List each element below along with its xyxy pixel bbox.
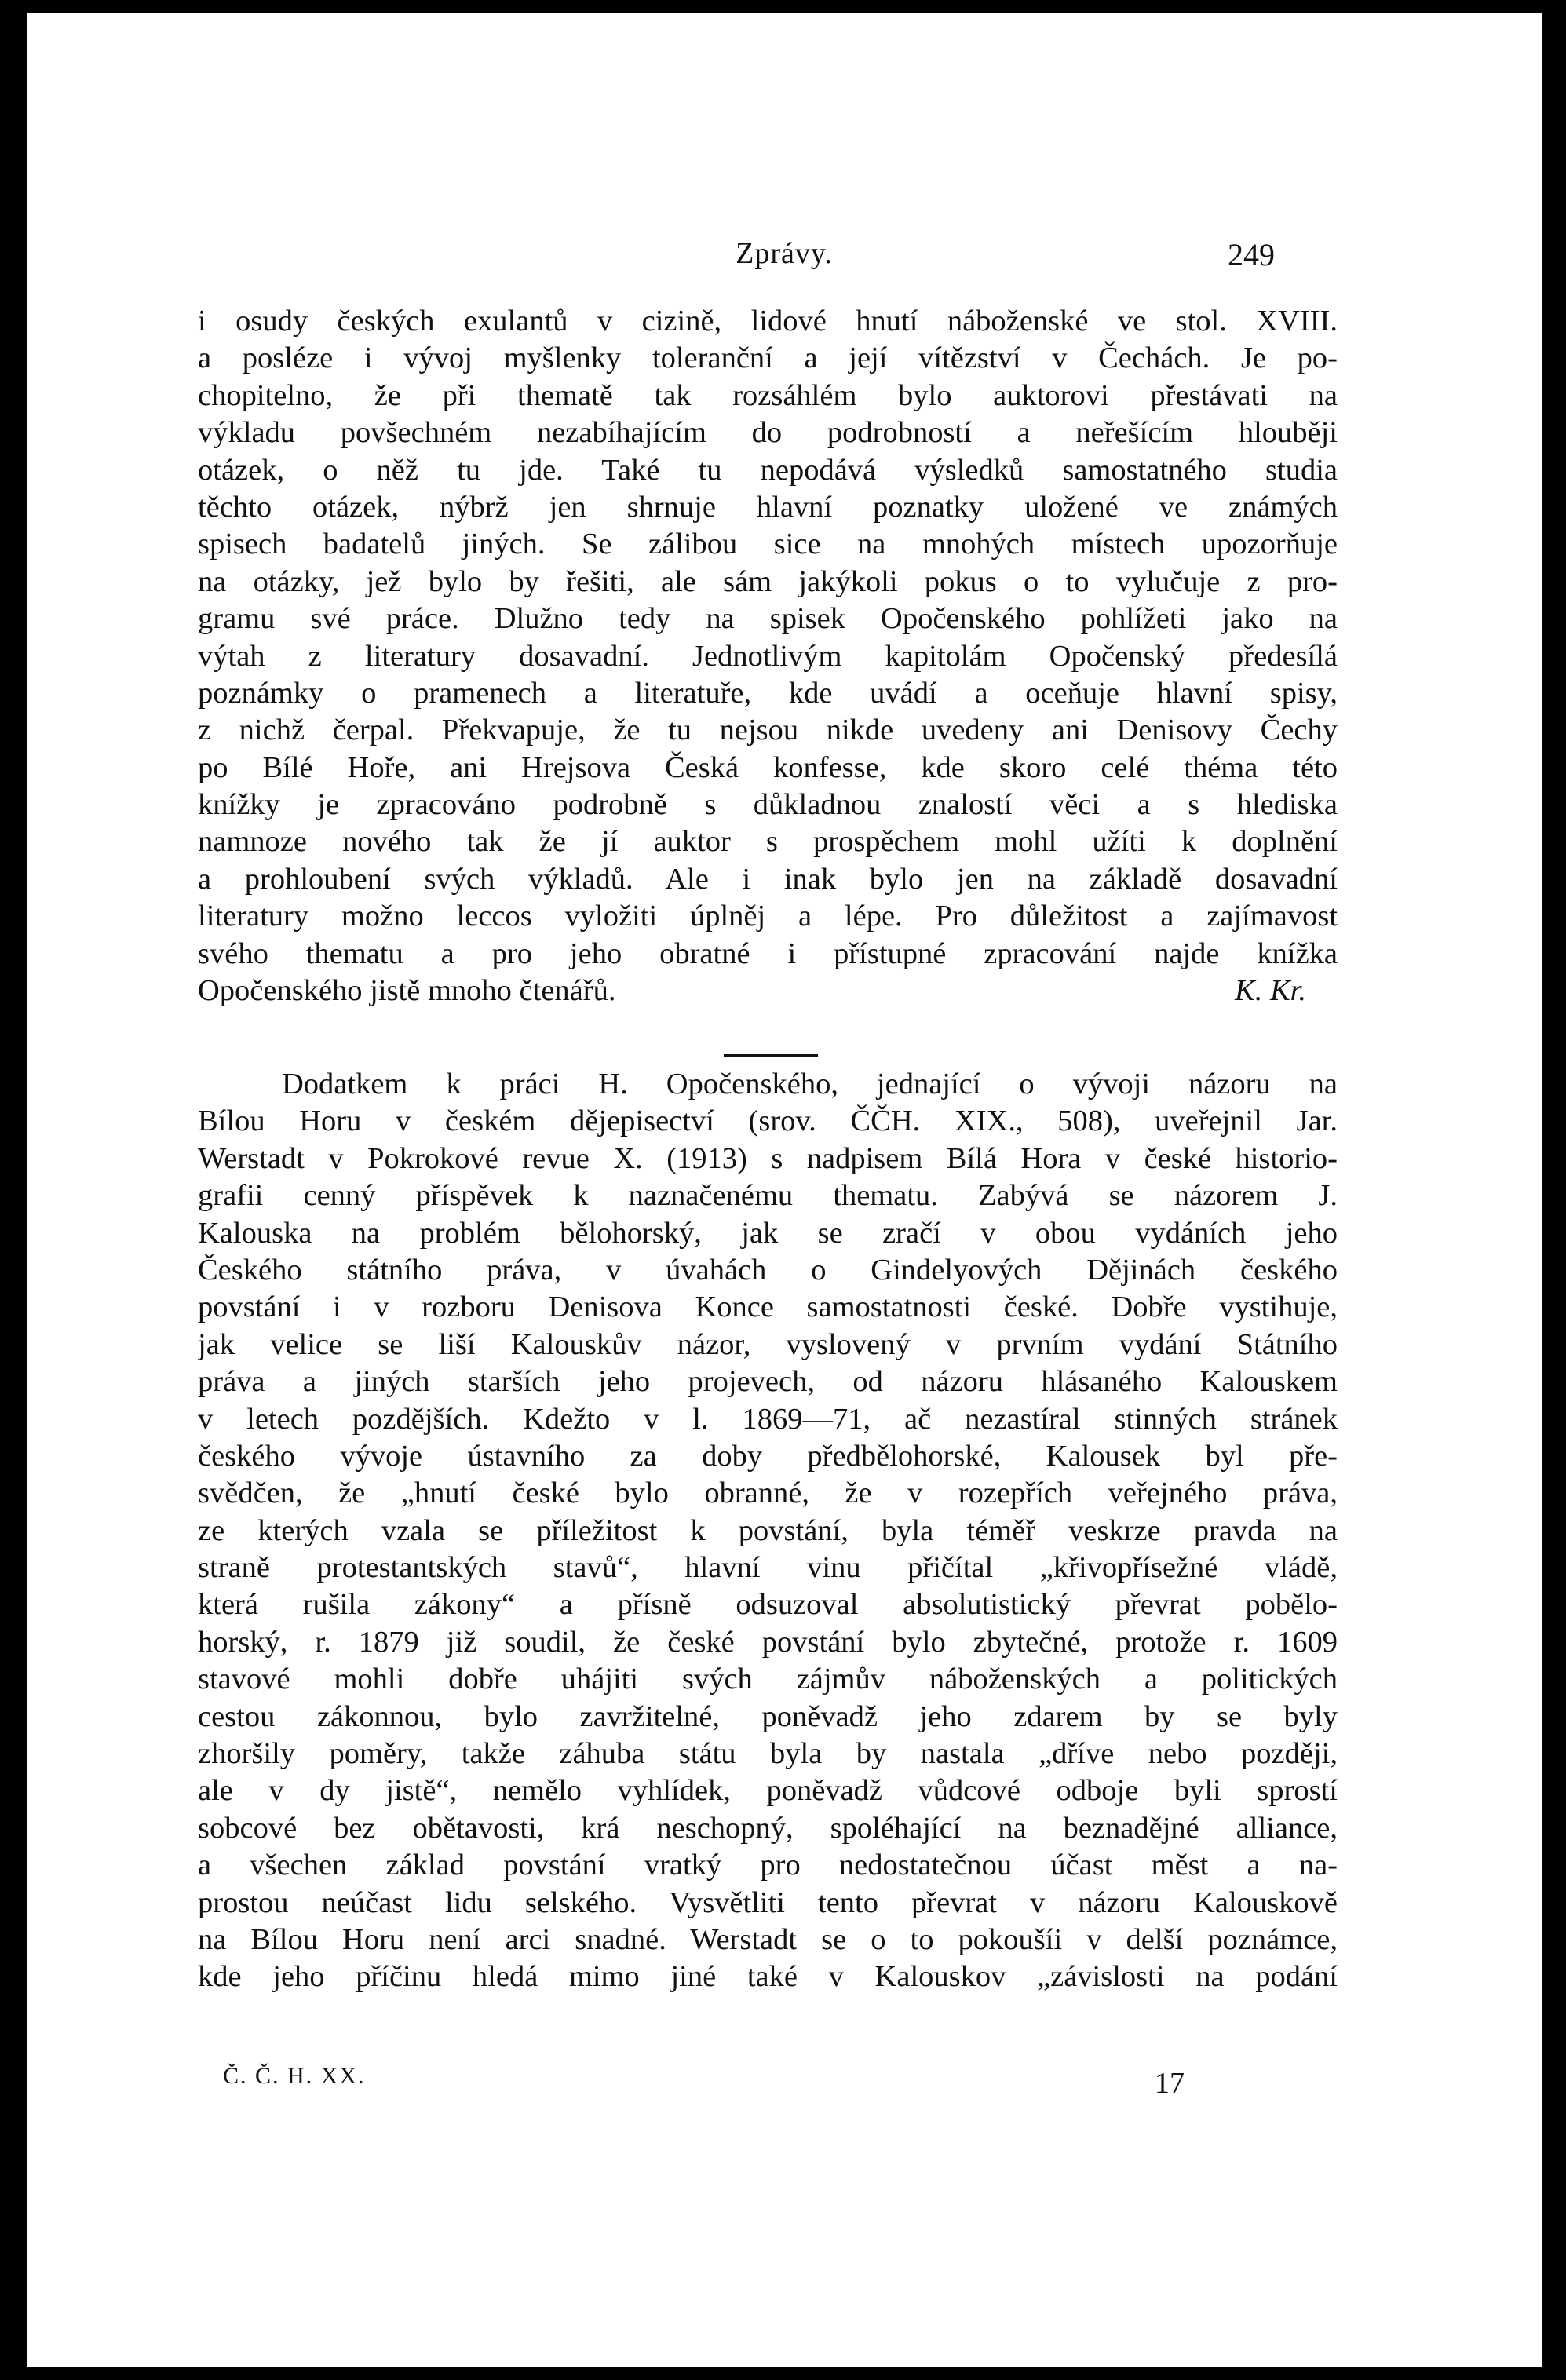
text-line: cestou zákonnou, bylo zavržitelné, poněvadž jeho zdarem by se byly — [198, 1699, 1338, 1733]
text-line: na otázky, jež bylo by řešiti, ale sám jakýkoli pokus o to vylučuje z pro- — [198, 564, 1338, 598]
text-line: po Bílé Hoře, ani Hrejsova Česká konfesse, kde skoro celé théma této — [198, 750, 1338, 784]
text-line: otázek, o něž tu jde. Také tu nepodává výsledků samostatného studia — [198, 453, 1338, 487]
review-paragraph — [198, 303, 1338, 1009]
text-line: prostou neúčast lidu selského. Vysvětliti tento převrat v názoru Kalouskově — [198, 1885, 1338, 1919]
text-line: literatury možno leccos vyložiti úplněj a lépe. Pro důležitost a zajímavost — [198, 900, 1338, 933]
running-title: Zprávy. — [736, 237, 833, 270]
text-line: horský, r. 1879 již soudil, že české povstání bylo zbytečné, protože r. 1609 — [198, 1625, 1338, 1659]
text-line: a prohloubení svých výkladů. Ale i inak bylo jen na základě dosavadní — [198, 862, 1338, 896]
text-line: Dodatkem k práci H. Opočenského, jednající o vývoji názoru na — [282, 1068, 1338, 1101]
text-line: ale v dy jistě“, nemělo vyhlídek, poněvadž vůdcové odboje byli sprostí — [198, 1774, 1338, 1808]
text-line: Werstadt v Pokrokové revue X. (1913) s nadpisem Bílá Hora v české historio- — [198, 1141, 1338, 1175]
text-line: spisech badatelů jiných. Se zálibou sice na mnohých místech upozorňuje — [198, 527, 1338, 561]
page-footer — [27, 2063, 1542, 2110]
text-line: a všechen základ povstání vratký pro nedostatečnou účast měst a na- — [198, 1849, 1338, 1882]
text-line: na Bílou Horu není arci snadné. Werstadt se o to pokoušíi v delší poznámce, — [198, 1922, 1338, 1956]
text-line: stavové mohli dobře uhájiti svých zájmův náboženských a politických — [198, 1663, 1338, 1696]
text-line: Kalouska na problém bělohorský, jak se zračí v obou vydáních jeho — [198, 1216, 1338, 1250]
addendum-paragraph — [198, 1066, 1338, 1996]
text-line: kde jeho příčinu hledá mimo jiné také v Kalouskov „závislosti na podání — [198, 1960, 1338, 1994]
text-line: jak velice se liší Kalouskův názor, vyslovený v prvním vydání Státního — [198, 1327, 1338, 1361]
closing-line — [198, 973, 1338, 1009]
book-page — [27, 13, 1542, 2367]
text-line: práva a jiných starších jeho projevech, od názoru hlásaného Kalouskem — [198, 1365, 1338, 1399]
text-line: svědčen, že „hnutí české bylo obranné, že v rozepřích veřejného práva, — [198, 1477, 1338, 1510]
closing-text: Opočenského jistě mnoho čtenářů. — [198, 974, 616, 1008]
sheet-number: 17 — [1155, 2067, 1185, 2100]
page-header — [27, 236, 1542, 283]
text-line: poznámky o pramenech a literatuře, kde uvádí a oceňuje hlavní spisy, — [198, 676, 1338, 710]
text-line: knížky je zpracováno podrobně s důkladnou znalostí věci a s hlediska — [198, 788, 1338, 822]
text-line: českého vývoje ústavního za doby předbělohorské, Kalousek byl pře- — [198, 1439, 1338, 1473]
text-line: z nichž čerpal. Překvapuje, že tu nejsou nikde uvedeny ani Denisovy Čechy — [198, 714, 1338, 747]
text-line: těchto otázek, nýbrž jen shrnuje hlavní poznatky uložené ve známých — [198, 490, 1338, 524]
text-line: Bílou Horu v českém dějepisectví (srov. ČČH. XIX., 508), uveřejnil Jar. — [198, 1104, 1338, 1138]
text-line: ze kterých vzala se příležitost k povstání, byla téměř veskrze pravda na — [198, 1513, 1338, 1547]
text-line: Českého státního práva, v úvahách o Gindelyových Dějinách českého — [198, 1253, 1338, 1287]
text-line: svého thematu a pro jeho obratné i přístupné zpracování najde knížka — [198, 936, 1338, 970]
text-line: výkladu povšechném nezabíhajícím do podrobností a neřešícím hlouběji — [198, 416, 1338, 450]
text-line: chopitelno, že při thematě tak rozsáhlém bylo auktorovi přestávati na — [198, 378, 1338, 412]
text-line: zhoršily poměry, takže záhuba státu byla by nastala „dříve nebo později, — [198, 1737, 1338, 1771]
text-line: výtah z literatury dosavadní. Jednotlivým kapitolám Opočenský předesílá — [198, 639, 1338, 673]
text-line: grafii cenný příspěvek k naznačenému thematu. Zabývá se názorem J. — [198, 1179, 1338, 1213]
text-line: která rušila zákony“ a přísně odsuzoval absolutistický převrat pobělo- — [198, 1588, 1338, 1622]
text-line: sobcové bez obětavosti, krá neschopný, spoléhající na beznadějné alliance, — [198, 1811, 1338, 1845]
text-line: namnoze nového tak že jí auktor s prospěchem mohl užíti k doplnění — [198, 825, 1338, 859]
section-divider — [724, 1054, 818, 1057]
text-line: straně protestantských stavů“, hlavní vinu přičítal „křivopřísežné vládě, — [198, 1551, 1338, 1585]
page-number: 249 — [1228, 237, 1275, 272]
text-line: i osudy českých exulantů v cizině, lidové hnutí náboženské ve stol. XVIII. — [198, 305, 1338, 338]
text-line: a posléze i vývoj myšlenky toleranční a její vítězství v Čechách. Je po- — [198, 341, 1338, 375]
text-line: gramu své práce. Dlužno tedy na spisek Opočenského pohlížeti jako na — [198, 602, 1338, 636]
printer-signature-mark: Č. Č. H. XX. — [223, 2063, 366, 2089]
author-signature: K. Kr. — [1235, 974, 1306, 1008]
text-line: povstání i v rozboru Denisova Konce samostatnosti české. Dobře vystihuje, — [198, 1290, 1338, 1324]
text-line: v letech pozdějších. Kdežto v l. 1869—71, ač nezastíral stinných stránek — [198, 1402, 1338, 1436]
